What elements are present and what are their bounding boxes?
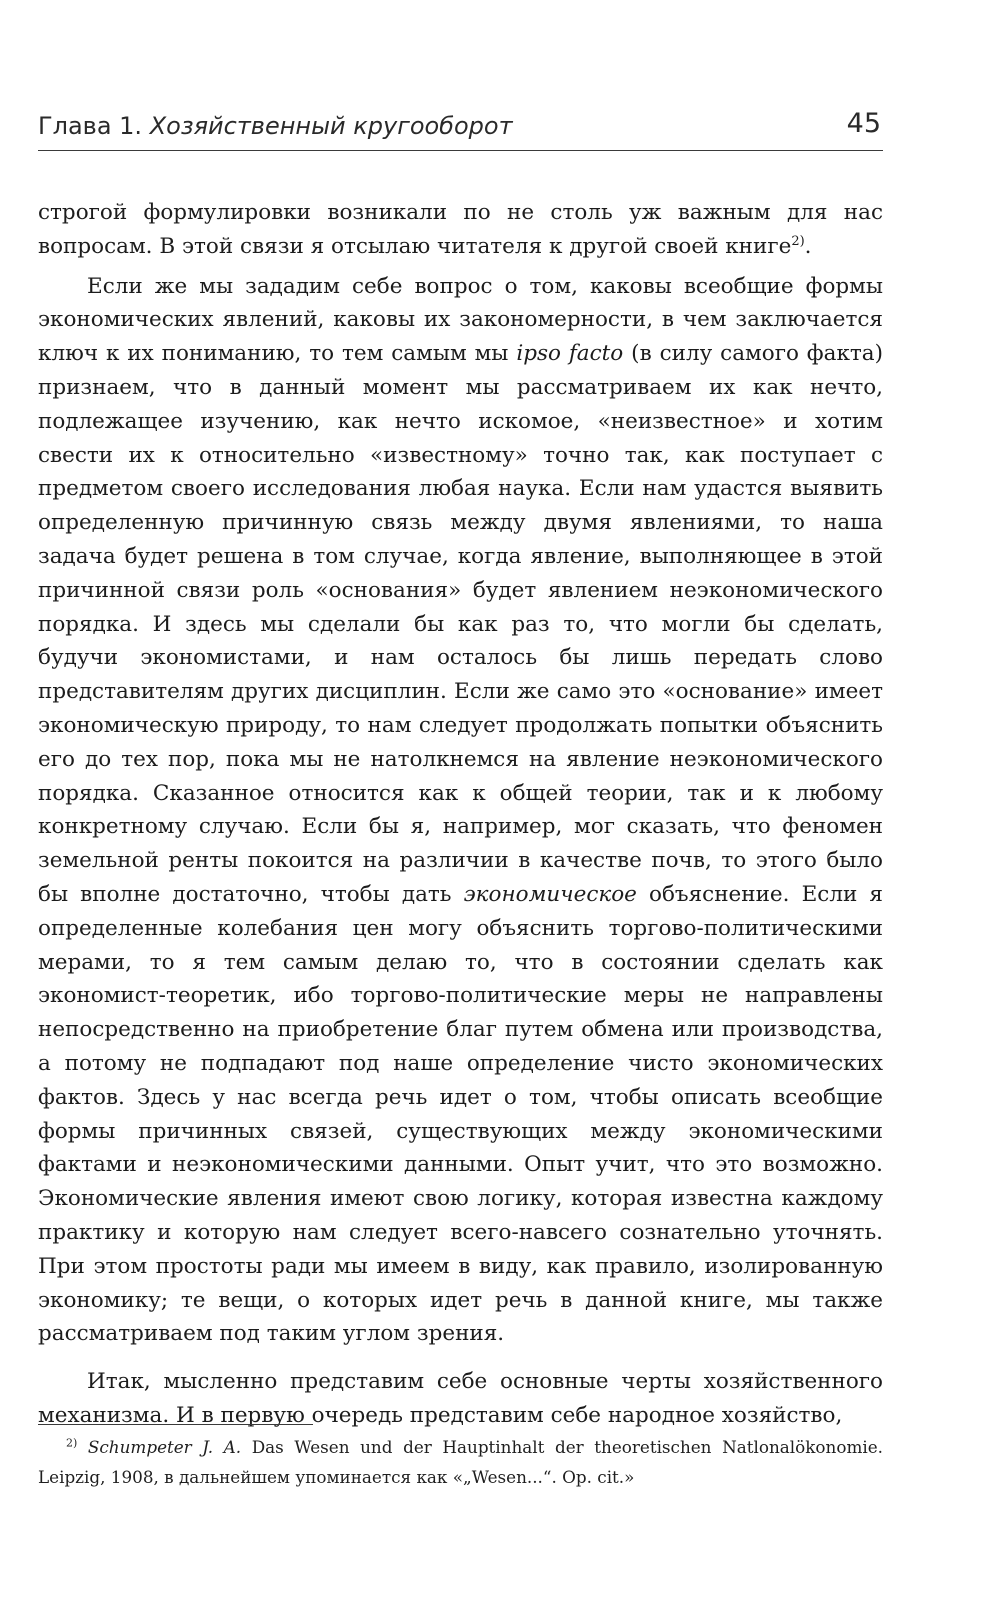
- italic-economic: экономическое: [463, 881, 637, 907]
- header-divider: [38, 150, 883, 151]
- paragraph-3: Итак, мысленно представим себе основные черты хозяйственного механизма. И в первую очередь представим себе народное хозяйство,: [38, 1369, 883, 1428]
- footnote-divider: [38, 1424, 313, 1425]
- running-header: [38, 108, 883, 144]
- footnote-author: Schumpeter J. A.: [87, 1437, 242, 1457]
- footnote-marker: 2): [66, 1436, 78, 1450]
- page-number: 45: [846, 108, 881, 139]
- paragraph-1-end: .: [804, 233, 812, 259]
- footnote-body: Das Wesen und der Hauptinhalt der theoretischen Natlonalökonomie. Leipzig, 1908, в дальнейшем упоминается как «„Wesen...“. Op. cit.»: [38, 1437, 883, 1487]
- paragraph-1-text: строгой формулировки возникали по не столь уж важным для нас вопросам. В этой связи я отсылаю читателя к другой своей книге: [38, 200, 883, 259]
- footnote-reference: 2): [791, 233, 805, 249]
- italic-ipso-facto: ipso facto: [516, 341, 624, 367]
- paragraph-2-part-c: объяснение. Если я определенные колебания цен могу объяснить торгово-политическими мерами, то я тем самым делаю то, что в состоянии сделать как экономист-теоретик, ибо торгово-политические меры не направлены непосредственно на приобретение благ путем обмена или производства, а потому не подпадают под наше определение чисто экономических фактов. Здесь у нас всегда речь идет о том, чтобы описать всеобщие формы причинных связей, существующих между экономическими фактами и неэкономическими данными. Опыт учит, что это возможно. Экономические явления имеют свою логику, которая известна каждому практику и которую нам следует всего-навсего сознательно уточнять. При этом простоты ради мы имеем в виду, как правило, изолированную экономику; те вещи, о которых идет речь в данной книге, мы также рассматриваем под таким углом зрения.: [38, 881, 883, 1347]
- paragraph-2-part-a: Если же мы зададим себе вопрос о том, каковы всеобщие формы экономических явлений, каковы их закономерности, в чем заключается ключ к их пониманию, то тем самым мы: [38, 273, 883, 367]
- main-text: [38, 196, 883, 1433]
- chapter-label: Глава 1.: [38, 112, 143, 140]
- paragraph-2-part-b: (в силу самого факта) признаем, что в данный момент мы рассматриваем их как нечто, подлежащее изучению, как нечто искомое, «неизвестное» и хотим свести их к относительно «известному» точно так, как поступает с предметом своего исследования любая наука. Если нам удастся выявить определенную причинную связь между двумя явлениями, то наша задача будет решена в том случае, когда явление, выполняющее в этой причинной связи роль «основания» будет явлением неэкономического порядка. И здесь мы сделали бы как раз то, что могли бы сделать, будучи экономистами, и нам осталось бы лишь передать слово представителям других дисциплин. Если же само это «основание» имеет экономическую природу, то нам следует продолжать попытки объяснить его до тех пор, пока мы не натолкнемся на явление неэкономического порядка. Сказанное относится как к общей теории, так и к любому конкретному случаю. Если бы я, например, мог сказать, что феномен земельной ренты покоится на различии в качестве почв, то этого было бы вполне достаточно, чтобы дать: [38, 341, 883, 907]
- paragraph-1: [38, 196, 883, 264]
- paragraph-2: [38, 270, 883, 1352]
- footnote-text: [38, 1432, 883, 1492]
- footnote: [38, 1432, 883, 1492]
- chapter-title: Хозяйственный кругооборот: [149, 112, 513, 140]
- chapter-heading: [38, 112, 513, 140]
